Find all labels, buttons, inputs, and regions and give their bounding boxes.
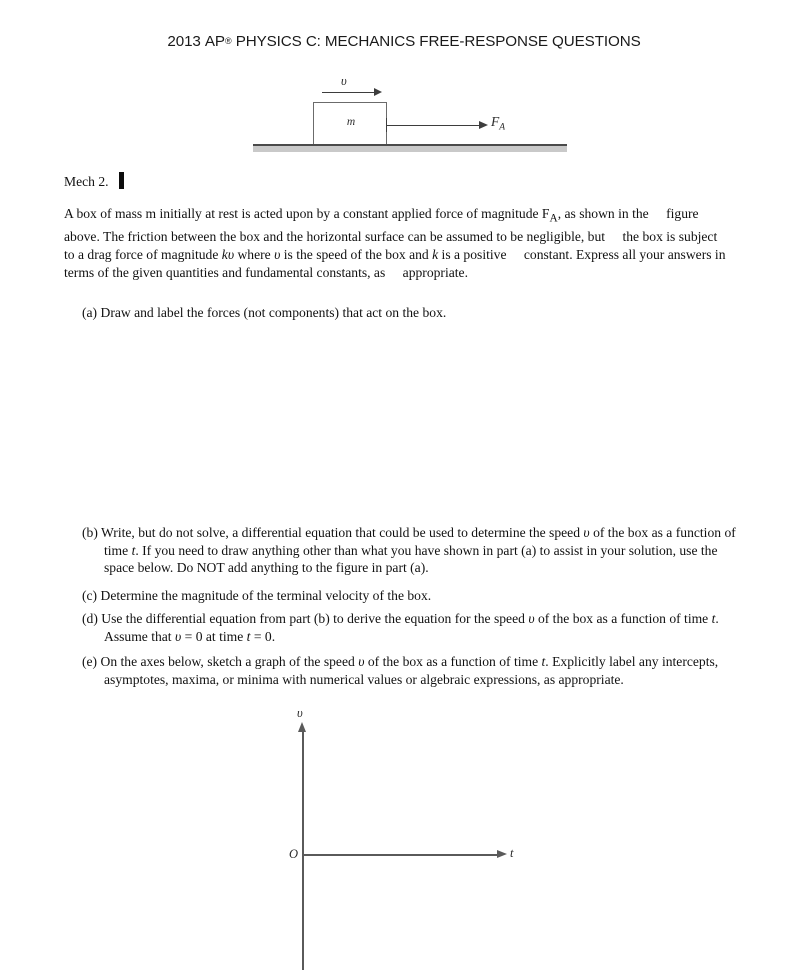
x-axis-arrow-head-icon [497,850,507,858]
part-e-text-2: of the box as a function of time [364,654,542,669]
stem-line-1 [64,206,649,225]
part-d-text-1: Use the differential equation from part (b) to derive the equation for the speed [101,611,529,626]
force-symbol: F [491,114,500,129]
stem-text-1: A box of mass m initially at rest is acted upon by a constant applied force of magnitude F [64,206,550,221]
blank-axes-graph [270,706,530,970]
part-d-speed-symbol: υ [528,611,535,626]
part-a-label: (a) [82,305,98,320]
stem-line-4: constant. Express all your answers in terms of the given quantities and fundamental constants, as [64,246,726,280]
part-b-text-2: of the box as a function of time [104,525,736,558]
stem-text-3g: is a positive [438,246,507,262]
part-d-speed-symbol-2: υ [174,628,182,644]
figure-box-on-surface [245,70,575,155]
question-stem [64,205,726,281]
part-d-text-2: of the box as a function of time [534,611,712,626]
force-subscript: A [499,122,506,133]
constant-symbol: k [432,246,439,262]
y-axis-line [302,731,304,970]
applied-force-label [491,114,505,133]
question-part-d [82,610,742,645]
force-arrow-line [386,125,482,126]
part-b-text-3: . If you need to draw anything other than what you have shown in part (a) to assist in your solution, use the space below. Do NOT add anything to the figure in part (a). [104,542,718,576]
header-ap: AP [204,33,225,50]
y-axis-label: υ [297,706,303,720]
part-b-time-symbol: t [131,542,136,558]
drag-force-symbol: kυ [221,246,235,262]
origin-label: O [289,847,299,861]
stem-line-5: appropriate. [402,264,468,280]
part-b-text-1: Write, but do not solve, a differential equation that could be used to determine the speed [101,525,584,540]
question-marker-bar [119,172,124,189]
velocity-label: υ [341,74,347,88]
x-axis-label: t [510,846,514,860]
part-e-text-3: . Explicitly label any intercepts, asymptotes, maxima, or minima with numerical values or algebraic expressions, as appropriate. [104,654,719,687]
velocity-arrow-line [322,92,376,93]
question-part-e [82,653,742,688]
ground-surface-band [253,146,567,152]
part-a-text: Draw and label the forces (not components) that act on the box. [100,305,447,320]
part-b-speed-symbol: υ [583,525,590,540]
registered-mark-icon: ® [224,36,232,46]
stem-line-2: figure above. The friction between the box and the horizontal surface can be assumed to be negligible, but [64,206,699,245]
stem-text-3c: where [234,246,275,262]
question-part-b [82,524,742,577]
question-number [64,172,124,190]
part-d-label: (d) [82,611,98,626]
velocity-arrow-head-icon [374,88,382,96]
x-axis-line [302,854,499,856]
question-number-label: Mech 2. [64,174,109,189]
question-part-a [82,304,722,322]
part-d-text-5: = 0. [250,628,276,644]
part-d-text-4: = 0 at time [181,628,247,644]
header-subject: PHYSICS C: MECHANICS FREE-RESPONSE QUESTIONS [235,33,641,50]
part-b-label: (b) [82,525,98,540]
mass-box [313,102,387,145]
speed-symbol: υ [274,246,281,262]
part-d-time-symbol-2: t [246,628,251,644]
part-d-text-3: . Assume that [104,611,719,644]
header-year: 2013 [167,33,201,50]
part-e-text-1: On the axes below, sketch a graph of the speed [100,654,359,669]
part-c-text: Determine the magnitude of the terminal velocity of the box. [100,588,432,603]
force-arrow-head-icon [479,121,488,129]
stem-text-3e: is the speed of the box and [280,246,433,262]
question-part-c [82,587,722,605]
part-c-label: (c) [82,588,98,603]
part-e-label: (e) [82,654,98,669]
part-d-time-symbol: t [711,611,716,626]
stem-text-3a: the box is subject to a drag force of magnitude [64,229,718,262]
part-e-speed-symbol: υ [358,654,365,669]
part-e-time-symbol: t [541,654,546,669]
mass-label: m [346,116,356,128]
stem-text-1b: , as shown in the [557,206,649,221]
page-title [0,33,808,50]
stem-subscript-1: A [549,212,558,225]
